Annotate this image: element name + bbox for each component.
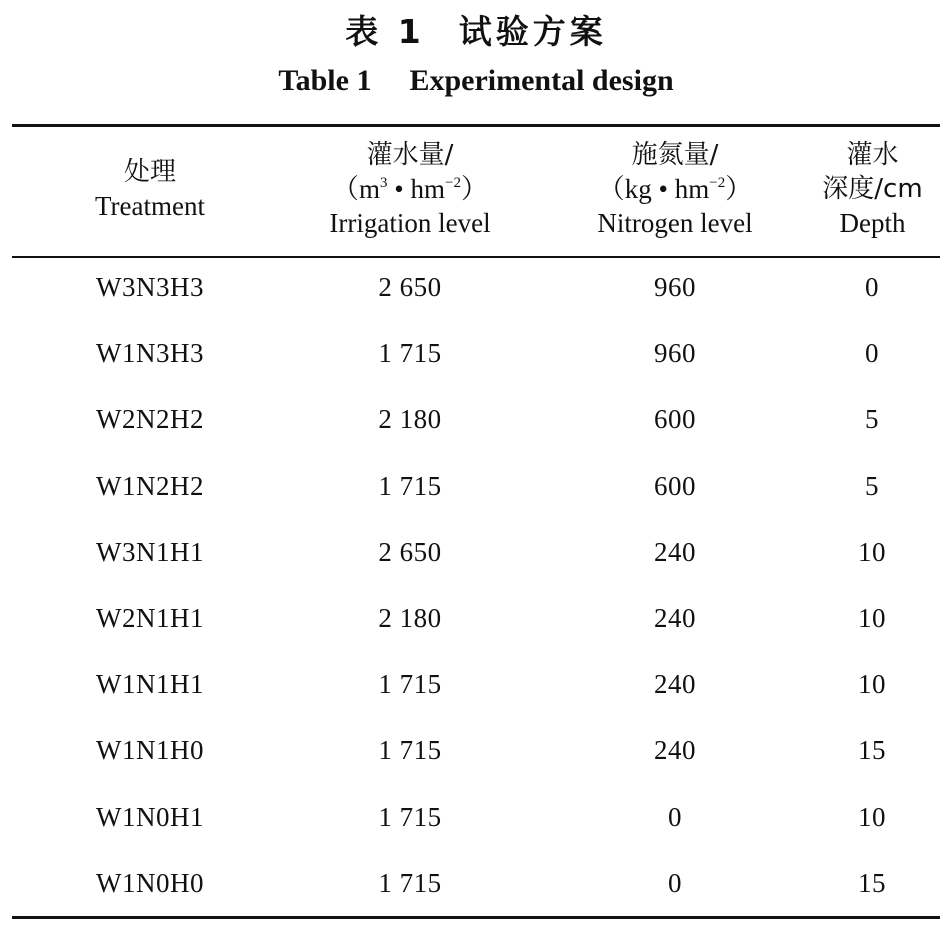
header-irrigation	[290, 138, 530, 240]
cell-irrigation: 2 180	[378, 404, 442, 435]
header-depth	[800, 138, 945, 240]
cell-depth: 15	[858, 735, 886, 766]
cell-nitrogen: 240	[654, 536, 696, 567]
cell-depth: 10	[858, 669, 886, 700]
cell-depth: 0	[865, 272, 879, 302]
table-number-zh: 表 1	[345, 12, 425, 51]
table-row	[0, 258, 952, 324]
cell-depth: 10	[858, 536, 886, 567]
table-row	[0, 589, 952, 655]
cell-nitrogen: 240	[654, 735, 696, 766]
cell-treatment: W2N2H2	[96, 404, 204, 435]
table-number-en: Table 1	[278, 64, 372, 97]
header-irrigation-unit: （$m^3$ • $hm^{-2}$）	[332, 174, 488, 204]
cell-irrigation: 1 715	[378, 470, 442, 501]
cell-treatment: W3N3H3	[96, 272, 204, 302]
table-row	[0, 788, 952, 854]
cell-depth: 15	[858, 867, 886, 898]
header-nitrogen-unit: （kg • $hm^{-2}$）	[597, 174, 753, 204]
cell-treatment: W1N0H1	[96, 801, 204, 832]
table-row	[0, 324, 952, 390]
cell-irrigation: 2 650	[378, 272, 442, 302]
table-top-rule	[12, 124, 940, 127]
cell-irrigation: 1 715	[378, 867, 442, 898]
cell-depth: 5	[865, 404, 879, 435]
cell-treatment: W1N2H2	[96, 470, 204, 501]
cell-nitrogen: 960	[654, 272, 696, 302]
table-row	[0, 854, 952, 920]
table-row	[0, 390, 952, 456]
table-caption-zh	[0, 6, 952, 53]
cell-treatment: W1N1H0	[96, 735, 204, 766]
table-row	[0, 721, 952, 787]
header-depth-zh-2: 深度/cm	[822, 174, 923, 204]
header-depth-zh-1: 灌水	[846, 140, 899, 170]
cell-irrigation: 1 715	[378, 669, 442, 700]
cell-nitrogen: 240	[654, 669, 696, 700]
table-title-en: Experimental design	[409, 64, 674, 97]
cell-treatment: W1N1H1	[96, 669, 204, 700]
cell-nitrogen: 600	[654, 470, 696, 501]
cell-treatment: W1N3H3	[96, 338, 204, 369]
cell-irrigation: 1 715	[378, 801, 442, 832]
table-row	[0, 655, 952, 721]
header-depth-en: Depth	[839, 208, 906, 238]
table-row	[0, 457, 952, 523]
cell-treatment: W2N1H1	[96, 602, 204, 633]
cell-nitrogen: 240	[654, 602, 696, 633]
header-irrigation-zh: 灌水量/	[366, 140, 454, 170]
header-treatment	[40, 155, 260, 223]
header-nitrogen	[555, 138, 795, 240]
cell-treatment: W1N0H0	[96, 867, 204, 898]
header-treatment-en: Treatment	[95, 191, 205, 221]
cell-depth: 5	[865, 470, 879, 501]
table-caption-en	[0, 64, 952, 98]
cell-irrigation: 1 715	[378, 735, 442, 766]
cell-depth: 0	[865, 338, 879, 369]
cell-nitrogen: 0	[668, 801, 682, 832]
cell-nitrogen: 960	[654, 338, 696, 369]
cell-treatment: W3N1H1	[96, 536, 204, 567]
cell-irrigation: 1 715	[378, 338, 442, 369]
table-row	[0, 523, 952, 589]
header-nitrogen-en: Nitrogen level	[597, 208, 753, 238]
cell-depth: 10	[858, 602, 886, 633]
cell-depth: 10	[858, 801, 886, 832]
table-title-zh: 试验方案	[458, 12, 607, 51]
cell-irrigation: 2 650	[378, 536, 442, 567]
cell-nitrogen: 600	[654, 404, 696, 435]
table-body	[0, 258, 952, 920]
header-irrigation-en: Irrigation level	[329, 208, 491, 238]
table-bottom-rule	[12, 916, 940, 919]
cell-nitrogen: 0	[668, 867, 682, 898]
header-treatment-zh: 处理	[123, 157, 176, 187]
cell-irrigation: 2 180	[378, 602, 442, 633]
header-nitrogen-zh: 施氮量/	[631, 140, 719, 170]
